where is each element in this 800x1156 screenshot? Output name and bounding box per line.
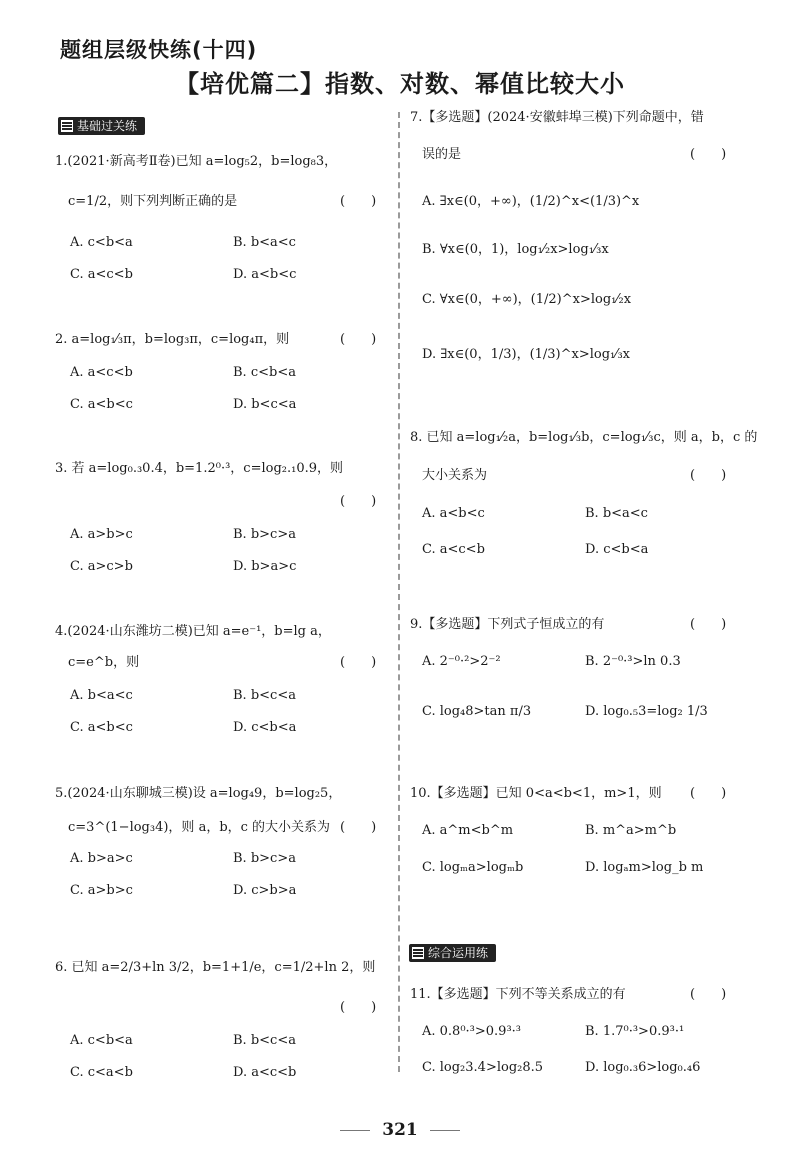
question-10-option-d: D. logₐm>log_b m: [585, 860, 704, 875]
question-8-option-b: B. b<a<c: [585, 506, 648, 521]
question-8-option-c: C. a<c<b: [422, 542, 485, 557]
question-7-option-d: D. ∃x∈(0，1/3)，(1/3)^x>log₁⁄₃x: [422, 347, 630, 362]
question-6-option-b: B. b<c<a: [233, 1033, 296, 1048]
question-1-option-d: D. a<b<c: [233, 267, 297, 282]
answer-blank: ( ): [340, 194, 377, 209]
footer-rule-left: [340, 1130, 370, 1131]
section-label: 基础过关练: [77, 119, 138, 133]
question-9-option-a: A. 2⁻⁰·²>2⁻²: [422, 654, 501, 669]
question-4-line1: 4.(2024·山东潍坊二模)已知 a=e⁻¹，b=lg a，: [55, 624, 331, 639]
answer-blank: ( ): [340, 332, 377, 347]
question-10-option-a: A. a^m<b^m: [422, 823, 514, 838]
question-10-option-b: B. m^a>m^b: [585, 823, 677, 838]
answer-blank: ( ): [690, 468, 727, 483]
answer-blank: ( ): [690, 987, 727, 1002]
question-11-option-c: C. log₂3.4>log₂8.5: [422, 1060, 544, 1075]
question-4-option-a: A. b<a<c: [70, 688, 133, 703]
question-11-option-a: A. 0.8⁰·³>0.9³·³: [422, 1024, 522, 1039]
question-6-option-a: A. c<b<a: [70, 1033, 133, 1048]
section-badge-integrated: [409, 944, 496, 962]
question-6-option-d: D. a<c<b: [233, 1065, 297, 1080]
question-2-option-c: C. a<b<c: [70, 397, 133, 412]
page-number: 321: [382, 1120, 418, 1140]
question-4-option-c: C. a<b<c: [70, 720, 133, 735]
question-4-option-b: B. b<c<a: [233, 688, 296, 703]
question-11-line1: 11.【多选题】下列不等关系成立的有: [410, 987, 626, 1002]
section-label: 综合运用练: [428, 946, 489, 960]
question-6-line1: 6. 已知 a=2/3+ln 3/2，b=1+1/e，c=1/2+ln 2，则: [55, 960, 376, 975]
notebook-icon: [412, 947, 424, 959]
question-1-option-b: B. b<a<c: [233, 235, 296, 250]
question-4-line2: c=e^b，则: [68, 655, 140, 670]
answer-blank: ( ): [690, 147, 727, 162]
answer-blank: ( ): [340, 655, 377, 670]
question-7-line1: 7.【多选题】(2024·安徽蚌埠三模)下列命题中，错: [410, 110, 704, 125]
question-11-option-b: B. 1.7⁰·³>0.9³·¹: [585, 1024, 685, 1039]
answer-blank: ( ): [690, 786, 727, 801]
question-2-option-d: D. b<c<a: [233, 397, 297, 412]
question-6-option-c: C. c<a<b: [70, 1065, 133, 1080]
question-1-line1: 1.(2021·新高考Ⅱ卷)已知 a=log₅2，b=log₈3，: [55, 154, 338, 169]
question-2-option-a: A. a<c<b: [70, 365, 133, 380]
question-1-option-a: A. c<b<a: [70, 235, 133, 250]
answer-blank: ( ): [690, 617, 727, 632]
question-5-option-a: A. b>a>c: [70, 851, 133, 866]
question-3-option-d: D. b>a>c: [233, 559, 297, 574]
question-2-option-b: B. c<b<a: [233, 365, 296, 380]
answer-blank: ( ): [340, 820, 377, 835]
section-badge-basic: [58, 117, 145, 135]
question-1-line2: c=1/2，则下列判断正确的是: [68, 194, 238, 209]
question-7-option-b: B. ∀x∈(0，1)，log₁⁄₂x>log₁⁄₃x: [422, 242, 609, 257]
page-title: 题组层级快练(十四): [60, 38, 258, 62]
question-9-option-c: C. log₄8>tan π/3: [422, 704, 532, 719]
question-1-option-c: C. a<c<b: [70, 267, 133, 282]
answer-blank: ( ): [340, 1000, 377, 1015]
question-5-line1: 5.(2024·山东聊城三模)设 a=log₄9，b=log₂5，: [55, 786, 342, 801]
question-4-option-d: D. c<b<a: [233, 720, 297, 735]
question-8-line1: 8. 已知 a=log₁⁄₂a，b=log₁⁄₃b，c=log₁⁄₃c，则 a，b，c 的: [410, 430, 758, 445]
question-2-line1: 2. a=log₁⁄₃π，b=log₃π，c=log₄π，则: [55, 332, 290, 347]
question-5-option-b: B. b>c>a: [233, 851, 296, 866]
question-11-option-d: D. log₀.₃6>log₀.₄6: [585, 1060, 701, 1075]
question-9-line1: 9.【多选题】下列式子恒成立的有: [410, 617, 605, 632]
notebook-icon: [61, 120, 73, 132]
question-9-option-d: D. log₀.₅3=log₂ 1/3: [585, 704, 708, 719]
page-subtitle: 【培优篇二】指数、对数、幂值比较大小: [175, 70, 625, 98]
question-10-line1: 10.【多选题】已知 0<a<b<1，m>1，则: [410, 786, 662, 801]
column-divider: [398, 112, 400, 1072]
question-8-line2: 大小关系为: [422, 468, 488, 483]
question-8-option-a: A. a<b<c: [422, 506, 485, 521]
question-10-option-c: C. logₘa>logₘb: [422, 860, 524, 875]
question-3-option-b: B. b>c>a: [233, 527, 296, 542]
question-7-option-c: C. ∀x∈(0，+∞)，(1/2)^x>log₁⁄₂x: [422, 292, 632, 307]
question-9-option-b: B. 2⁻⁰·³>ln 0.3: [585, 654, 681, 669]
question-5-line2: c=3^(1−log₃4)，则 a，b，c 的大小关系为: [68, 820, 331, 835]
question-3-option-a: A. a>b>c: [70, 527, 133, 542]
question-3-option-c: C. a>c>b: [70, 559, 133, 574]
question-7-line2: 误的是: [422, 147, 462, 162]
page-footer: [0, 1120, 800, 1140]
question-5-option-c: C. a>b>c: [70, 883, 133, 898]
question-7-option-a: A. ∃x∈(0，+∞)，(1/2)^x<(1/3)^x: [422, 194, 640, 209]
footer-rule-right: [430, 1130, 460, 1131]
question-3-line1: 3. 若 a=log₀.₃0.4，b=1.2⁰·³，c=log₂.₁0.9，则: [55, 461, 343, 476]
question-8-option-d: D. c<b<a: [585, 542, 649, 557]
answer-blank: ( ): [340, 494, 377, 509]
question-5-option-d: D. c>b>a: [233, 883, 297, 898]
